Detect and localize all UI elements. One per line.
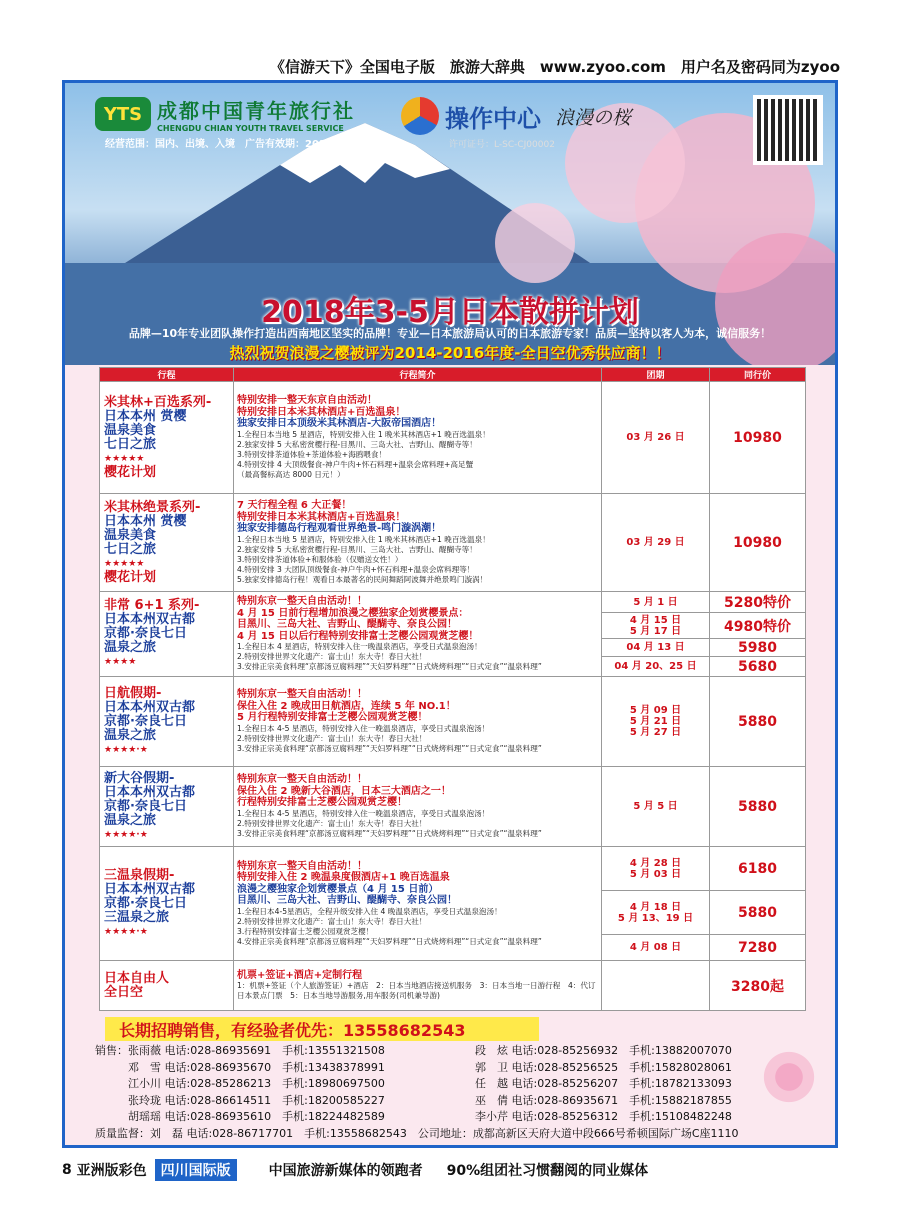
contact-row bbox=[95, 1060, 835, 1077]
summary-line: 1.全程日本 4-5 星酒店，特别安排入住一晚温泉酒店，享受日式温泉泡汤！ bbox=[237, 808, 490, 818]
summary-line: 3.安排正宗美食料理“京都汤豆腐料理”“天妇罗料理”“日式烧烤料理”“日式定食”“温泉料理” bbox=[237, 743, 542, 753]
summary-cell bbox=[234, 494, 602, 592]
summary-line: 3.安排正宗美食料理“京都汤豆腐料理”“天妇罗料理”“日式烧烤料理”“日式定食”“温泉料理” bbox=[237, 662, 542, 671]
price-cell: 7280 bbox=[710, 935, 806, 961]
summary-line: 5.独家安排德岛行程！观看日本最著名的民间舞蹈阿波舞并绝景鸣门漩涡！ bbox=[237, 574, 488, 584]
summary-cell bbox=[234, 961, 602, 1011]
highlight-line: 5 月行程特别安排富士芝樱公园观赏芝樱！ bbox=[237, 712, 428, 724]
highlight-line: 保住入住 2 晚新大谷酒店，日本三大酒店之一！ bbox=[237, 785, 451, 797]
route-stars: ★★★★★ bbox=[104, 453, 145, 464]
highlight-line: 特别安排日本米其林酒店+百选温泉！ bbox=[237, 511, 406, 523]
summary-line: 4.安排正宗美食料理“京都汤豆腐料理”“天妇罗料理”“日式烧烤料理”“日式定食”“温泉料理” bbox=[237, 936, 542, 946]
summary-line: 1.全程日本4-5星酒店，全程升级安排入住 4 晚温泉酒店，享受日式温泉泡汤！ bbox=[237, 906, 502, 916]
header-price: 同行价 bbox=[710, 368, 806, 382]
header-summary: 行程简介 bbox=[234, 368, 602, 382]
header-dates: 团期 bbox=[602, 368, 710, 382]
summary-line: 1：机票+签证（个人旅游签证）+酒店 2：日本当地酒店接送机服务 3：日本当地一日游行程 4：代订日本景点门票 5：日本当地导游服务,用车服务(司机兼导游) bbox=[237, 981, 596, 1001]
summary-line: 2.特别安排世界文化遗产：富士山！东大寺！春日大社！ bbox=[237, 733, 427, 743]
summary-cell bbox=[234, 592, 602, 677]
contact-right: 段 炫 电话:028-85256932 手机:13882007070 bbox=[475, 1044, 732, 1057]
route-cell bbox=[100, 494, 234, 592]
price-cell: 10980 bbox=[710, 382, 806, 494]
highlight-line: 保住入住 2 晚成田日航酒店，连续 5 年 NO.1！ bbox=[237, 700, 456, 712]
highlight-line: 特别安排入住 2 晚温泉度假酒店+1 晚百选温泉 bbox=[237, 872, 450, 883]
business-scope: 经营范围：国内、出境、入境 广告有效期：2017年 bbox=[105, 139, 343, 150]
date-cell: 5 月 09 日 5 月 21 日 5 月 27 日 bbox=[602, 677, 710, 767]
table-row bbox=[100, 382, 806, 494]
highlight-line: 4 月 15 日以后行程特别安排富士芝樱公园观赏芝樱！ bbox=[237, 630, 479, 642]
highlight-line-blue: 浪漫之樱独家企划赏樱景点（4 月 15 日前） bbox=[237, 883, 439, 895]
summary-cell bbox=[234, 767, 602, 847]
route-cell bbox=[100, 961, 234, 1011]
table-row bbox=[100, 767, 806, 847]
date-cell: 03 月 26 日 bbox=[602, 382, 710, 494]
brand-label: 亚洲版彩色 bbox=[76, 1163, 147, 1179]
company-name-en: CHENGDU CHIAN YOUTH TRAVEL SERVICE bbox=[157, 124, 344, 133]
route-stars: ★★★★·★ bbox=[104, 829, 148, 840]
date-cell: 04 月 13 日 bbox=[602, 639, 710, 657]
date-cell bbox=[602, 961, 710, 1011]
contact-left: 江小川 电话:028-85286213 手机:18980697500 bbox=[95, 1077, 385, 1090]
summary-line: 2.特别安排世界文化遗产：富士山！东大寺！春日大社！ bbox=[237, 818, 427, 828]
summary-cell bbox=[234, 382, 602, 494]
summary-cell bbox=[234, 847, 602, 961]
route-stars: ★★★★★ bbox=[104, 558, 145, 569]
route-series: 米其林绝景系列- bbox=[104, 499, 201, 515]
contact-row bbox=[95, 1109, 835, 1126]
summary-line: 1.全程日本当地 5 星酒店，特别安排入住 1 晚米其林酒店+1 晚百选温泉！ bbox=[237, 429, 490, 439]
highlight-line: 特别东京一整天自由活动！！ bbox=[237, 596, 367, 607]
table-row bbox=[100, 961, 806, 1011]
summary-line: 2.特别安排世界文化遗产：富士山！东大寺！春日大社！ bbox=[237, 652, 427, 661]
license-number: 许可证号：L-SC-CJ00002 bbox=[449, 140, 555, 150]
highlight-line: 目黑川、三岛大社、吉野山、醍醐寺、奈良公园！ bbox=[237, 619, 457, 630]
table-row bbox=[100, 592, 806, 613]
route-stars: ★★★★ bbox=[104, 657, 137, 667]
tour-plan-table bbox=[99, 367, 806, 1011]
highlight-line-blue: 独家安排日本顶级米其林酒店-大阪帝国酒店！ bbox=[237, 418, 442, 430]
route-cell bbox=[100, 592, 234, 677]
route-stars: ★★★★·★ bbox=[104, 744, 148, 755]
summary-line: 2.独家安排 5 大私密赏樱行程-目黑川、三岛大社、吉野山、醍醐寺等！ bbox=[237, 439, 477, 449]
contact-right: 任 越 电话:028-85256207 手机:18782133093 bbox=[475, 1077, 732, 1090]
date-cell: 4 月 28 日 5 月 03 日 bbox=[602, 847, 710, 891]
price-cell: 5880 bbox=[710, 767, 806, 847]
route-name: 日本本州 赏樱 温泉美食 七日之旅 bbox=[104, 408, 187, 452]
contact-right: 郭 卫 电话:028-85256525 手机:15828028061 bbox=[475, 1060, 732, 1074]
operation-center bbox=[401, 97, 631, 135]
summary-line: （最高餐标高达 8000 日元！） bbox=[237, 469, 345, 479]
highlight-line: 机票+签证+酒店+定制行程 bbox=[237, 969, 363, 981]
contact-left: 张玲珑 电话:028-86614511 手机:18200585227 bbox=[95, 1093, 385, 1107]
route-series: 日本自由人 全日空 bbox=[104, 970, 170, 1000]
table-row bbox=[100, 847, 806, 891]
contact-list bbox=[95, 1043, 835, 1142]
main-title: 2018年3-5月日本散拼计划 bbox=[261, 295, 639, 330]
summary-line: 3.特别安排茶道体验+和服体验（仅赠送女性！） bbox=[237, 554, 403, 564]
price-cell: 10980 bbox=[710, 494, 806, 592]
date-cell: 4 月 08 日 bbox=[602, 935, 710, 961]
highlight-line: 7 天行程全程 6 大正餐！ bbox=[237, 500, 352, 512]
route-cell bbox=[100, 382, 234, 494]
qr-code-icon bbox=[753, 95, 823, 165]
contact-row bbox=[95, 1076, 835, 1093]
page-number: 8 bbox=[62, 1162, 72, 1178]
price-cell: 5880 bbox=[710, 891, 806, 935]
route-series: 日航假期- bbox=[104, 685, 162, 701]
table-row bbox=[100, 494, 806, 592]
tagline-2: 90%组团社习惯翻阅的同业媒体 bbox=[446, 1163, 649, 1179]
date-cell: 5 月 5 日 bbox=[602, 767, 710, 847]
route-plan: 樱花计划 bbox=[104, 569, 157, 585]
route-cell bbox=[100, 767, 234, 847]
price-cell: 5280特价 bbox=[710, 592, 806, 613]
highlight-line: 特别安排一整天东京自由活动！ bbox=[237, 395, 377, 407]
date-cell: 5 月 1 日 bbox=[602, 592, 710, 613]
price-cell: 3280起 bbox=[710, 961, 806, 1011]
date-cell: 4 月 15 日 5 月 17 日 bbox=[602, 613, 710, 639]
summary-line: 2.特别安排世界文化遗产：富士山！东大寺！春日大社！ bbox=[237, 916, 427, 926]
route-series: 三温泉假期- bbox=[104, 867, 175, 883]
highlight-line: 4 月 15 日前行程增加浪漫之樱独家企划赏樱景点： bbox=[237, 607, 469, 619]
highlight-line: 行程特别安排富士芝樱公园观赏芝樱！ bbox=[237, 797, 407, 809]
summary-line: 1.全程日本 4-5 星酒店，特别安排入住一晚温泉酒店，享受日式温泉泡汤！ bbox=[237, 723, 490, 733]
top-banner: 《信游天下》全国电子版 旅游大辞典 www.zyoo.com 用户名及密码同为zyoo bbox=[269, 58, 840, 76]
quality-supervision: 质量监督：刘 磊 电话:028-86717701 手机:13558682543 公司地址：成都高新区天府大道中段666号希顿国际广场C座1110 bbox=[95, 1126, 739, 1140]
header-route: 行程 bbox=[100, 368, 234, 382]
contact-row bbox=[95, 1043, 835, 1060]
highlight-line: 特别东京一整天自由活动！！ bbox=[237, 689, 367, 701]
date-cell: 03 月 29 日 bbox=[602, 494, 710, 592]
operation-logo-icon bbox=[401, 97, 439, 135]
summary-line: 4.特别安排 3 大团队顶级餐食-神户牛肉+怀石料理+温泉会席料理等！ bbox=[237, 564, 475, 574]
date-cell: 04 月 20、25 日 bbox=[602, 657, 710, 677]
sakura-flower-icon bbox=[757, 1045, 821, 1109]
contact-left: 胡瑶瑶 电话:028-86935610 手机:18224482589 bbox=[95, 1110, 385, 1123]
summary-line: 4.特别安排 4 大顶级餐食-神户牛肉+怀石料理+温泉会席料理+高足蟹 bbox=[237, 459, 474, 469]
summary-line: 2.独家安排 5 大私密赏樱行程-目黑川、三岛大社、吉野山、醍醐寺等！ bbox=[237, 544, 477, 554]
price-cell: 4980特价 bbox=[710, 613, 806, 639]
route-cell bbox=[100, 677, 234, 767]
route-series: 非常 6+1 系列- bbox=[104, 598, 200, 613]
contact-row bbox=[95, 1093, 835, 1110]
price-cell: 5680 bbox=[710, 657, 806, 677]
highlight-line-blue: 独家安排德岛行程观看世界绝景-鸣门漩涡潮！ bbox=[237, 523, 442, 535]
company-name-cn: 成都中国青年旅行社 bbox=[157, 99, 355, 123]
highlight-line: 特别东京一整天自由活动！！ bbox=[237, 774, 367, 786]
summary-line: 3.安排正宗美食料理“京都汤豆腐料理”“天妇罗料理”“日式烧烤料理”“日式定食”“温泉料理” bbox=[237, 828, 542, 838]
edition-badge: 四川国际版 bbox=[155, 1159, 237, 1181]
operation-title: 操作中心 bbox=[445, 104, 541, 133]
contact-left: 销售：张雨薇 电话:028-86935691 手机:13551321508 bbox=[95, 1044, 385, 1057]
date-cell: 4 月 18 日 5 月 13、19 日 bbox=[602, 891, 710, 935]
contact-right: 李小芹 电话:028-85256312 手机:15108482248 bbox=[475, 1110, 732, 1123]
price-cell: 6180 bbox=[710, 847, 806, 891]
route-name: 新大谷假期- 日本本州双古都 京都·奈良七日 温泉之旅 bbox=[104, 770, 196, 828]
contact-right: 巫 倩 电话:028-86935671 手机:15882187855 bbox=[475, 1093, 732, 1107]
slogan-brand: 品牌—10年专业团队操作打造出西南地区坚实的品牌！专业—日本旅游局认可的日本旅游专家！品质—坚持以客人为本，诚信服务！ bbox=[128, 327, 772, 340]
hero-banner bbox=[65, 83, 835, 365]
contact-left: 邓 雪 电话:028-86935670 手机:13438378991 bbox=[95, 1060, 385, 1074]
company-logo bbox=[95, 95, 355, 133]
price-cell: 5980 bbox=[710, 639, 806, 657]
table-row bbox=[100, 677, 806, 767]
summary-line: 1.全程日本当地 5 星酒店，特别安排入住 1 晚米其林酒店+1 晚百选温泉！ bbox=[237, 534, 490, 544]
route-name: 日本本州双古都 京都·奈良七日 三温泉之旅 bbox=[104, 881, 196, 925]
highlight-line: 特别安排日本米其林酒店+百选温泉！ bbox=[237, 406, 406, 418]
route-name: 日本本州双古都 京都·奈良七日 温泉之旅 bbox=[104, 699, 196, 743]
route-name: 日本本州双古都 京都·奈良七日 温泉之旅 bbox=[104, 612, 196, 655]
route-cell bbox=[100, 847, 234, 961]
summary-line: 3.特别安排茶道体验+茶道体验+海鸥喂食！ bbox=[237, 449, 387, 459]
ad-frame bbox=[62, 80, 838, 1148]
route-name: 日本本州 赏樱 温泉美食 七日之旅 bbox=[104, 513, 187, 557]
price-cell: 5880 bbox=[710, 677, 806, 767]
brand-name: 浪漫の桜 bbox=[555, 106, 632, 129]
summary-line: 1.全程日本 4 星酒店，特别安排入住一晚温泉酒店，享受日式温泉泡汤！ bbox=[237, 642, 482, 651]
recruit-banner: 长期招聘销售，有经验者优先：13558682543 bbox=[105, 1017, 539, 1041]
summary-cell bbox=[234, 677, 602, 767]
highlight-line: 特别东京一整天自由活动！！ bbox=[237, 860, 367, 872]
route-series: 米其林+百选系列- bbox=[104, 394, 212, 410]
summary-line: 3.行程特别安排富士芝樱公园观赏芝樱！ bbox=[237, 926, 374, 936]
tagline-1: 中国旅游新媒体的领跑者 bbox=[268, 1163, 423, 1179]
logo-mark: YTS bbox=[95, 97, 151, 131]
slogan-award: 热烈祝贺浪漫之樱被评为2014-2016年度-全日空优秀供应商！！ bbox=[229, 344, 671, 362]
highlight-line-blue: 目黑川、三岛大社、吉野山、醍醐寺、奈良公园！ bbox=[237, 895, 457, 906]
page-footer bbox=[62, 1159, 648, 1181]
route-stars: ★★★★·★ bbox=[104, 926, 148, 937]
route-plan: 樱花计划 bbox=[104, 464, 157, 480]
